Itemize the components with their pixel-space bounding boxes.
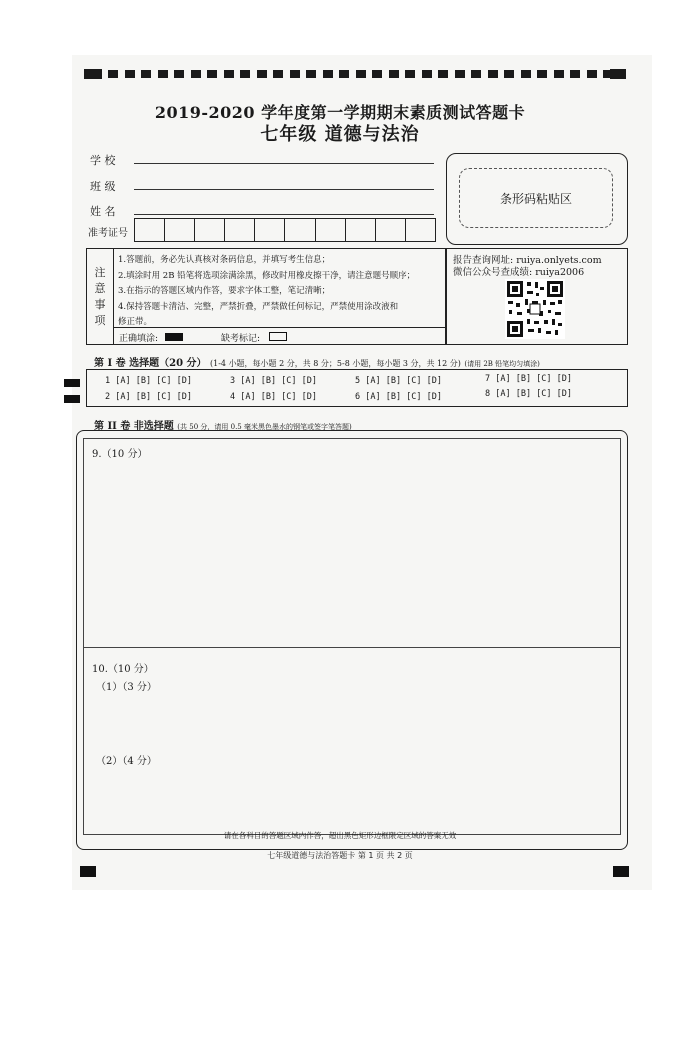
timing-dash	[405, 70, 415, 78]
timing-dash	[537, 70, 547, 78]
notes-box	[86, 248, 446, 345]
name-label: 姓 名	[90, 205, 116, 218]
note-item: 1.答题前，务必先认真核对条码信息，并填写考生信息；	[118, 255, 331, 265]
timing-dash	[422, 70, 432, 78]
timing-dash	[224, 70, 234, 78]
timing-dash	[174, 70, 184, 78]
exam-id-label: 准考证号	[88, 228, 128, 239]
timing-dash	[158, 70, 168, 78]
name-field[interactable]	[134, 214, 434, 215]
timing-dash	[323, 70, 333, 78]
note-item: 4.保持答题卡清洁、完整，严禁折叠，严禁做任何标记，严禁使用涂改液和	[118, 301, 399, 312]
timing-dash	[257, 70, 267, 78]
correct-fill-sample	[165, 333, 183, 341]
timing-mark-start	[84, 69, 102, 79]
timing-dash	[108, 70, 118, 78]
timing-dash	[389, 70, 399, 78]
report-panel	[446, 248, 628, 345]
report-url: 报告查询网址: ruiya.onlyets.com	[453, 255, 602, 266]
timing-dash	[240, 70, 250, 78]
class-field[interactable]	[134, 189, 434, 190]
timing-dash	[438, 70, 448, 78]
corner-mark-bottom-left	[80, 866, 96, 877]
notes-list	[118, 253, 443, 331]
q10-answer-area[interactable]	[83, 646, 621, 835]
timing-dash	[356, 70, 366, 78]
mc-question-7[interactable]: 7 [A] [B] [C] [D]	[485, 374, 573, 384]
sheet-subtitle: 七年级 道德与法治	[260, 124, 420, 145]
mc-question-3[interactable]: 3 [A] [B] [C] [D]	[230, 376, 318, 386]
exam-id-boxes[interactable]	[134, 218, 436, 242]
q9-label: 9.（10 分）	[92, 449, 148, 460]
timing-dash	[339, 70, 349, 78]
timing-dash	[471, 70, 481, 78]
corner-mark-bottom-right	[613, 866, 629, 877]
timing-dash	[504, 70, 514, 78]
timing-dash	[207, 70, 217, 78]
timing-dash	[570, 70, 580, 78]
timing-dash	[587, 70, 597, 78]
sheet-title: 2019-2020 学年度第一学期期末素质测试答题卡	[154, 103, 526, 122]
school-field[interactable]	[134, 163, 434, 164]
timing-dash	[125, 70, 135, 78]
timing-dash	[290, 70, 300, 78]
mc-question-8[interactable]: 8 [A] [B] [C] [D]	[485, 389, 573, 399]
mc-question-6[interactable]: 6 [A] [B] [C] [D]	[355, 392, 443, 402]
timing-dash	[191, 70, 201, 78]
q10-part1-label: （1）（3 分）	[96, 682, 157, 693]
report-wechat: 微信公众号查成绩: ruiya2006	[453, 267, 585, 278]
absent-mark-label: 缺考标记:	[221, 334, 261, 344]
timing-dash	[521, 70, 531, 78]
timing-dash	[306, 70, 316, 78]
timing-mark-end	[610, 69, 626, 79]
fill-examples	[113, 327, 445, 345]
section2-heading: 第 II 卷 非选择题 (共 50 分，请用 0.5 毫米黑色墨水的钢笔或签字笔答题)	[94, 421, 352, 432]
note-item: 修正带。	[118, 317, 153, 327]
barcode-area	[446, 153, 628, 245]
timing-dash	[455, 70, 465, 78]
page-footer: 七年级道德与法治答题卡 第 1 页 共 2 页	[267, 851, 413, 860]
side-mark	[64, 379, 80, 387]
section1-heading: 第 I 卷 选择题（20 分） (1-4 小题，每小题 2 分，共 8 分；5-8 小题，每小题 3 分，共 12 分) (请用 2B 铅笔均匀填涂)	[94, 358, 540, 369]
school-label: 学 校	[90, 154, 116, 167]
qr-code-icon	[505, 279, 565, 339]
correct-fill-label: 正确填涂:	[119, 334, 159, 344]
note-item: 3.在指示的答题区域内作答，要求字体工整，笔记清晰；	[118, 286, 331, 296]
mc-question-4[interactable]: 4 [A] [B] [C] [D]	[230, 392, 318, 402]
note-item: 2.填涂时用 2B 铅笔将选项涂满涂黑，修改时用橡皮擦干净，请注意题号顺序；	[118, 270, 416, 281]
side-mark	[64, 395, 80, 403]
class-label: 班 级	[90, 180, 116, 193]
notes-heading: 注 意 事 项	[87, 249, 114, 344]
mc-question-2[interactable]: 2 [A] [B] [C] [D]	[105, 392, 193, 402]
barcode-label: 条形码粘贴区	[459, 168, 613, 228]
mc-question-5[interactable]: 5 [A] [B] [C] [D]	[355, 376, 443, 386]
q10-part2-label: （2）（4 分）	[96, 756, 157, 767]
timing-dash	[372, 70, 382, 78]
timing-dash	[273, 70, 283, 78]
answer-notice: 请在各科目的答题区域内作答，超出黑色矩形边框限定区域的答案无效	[223, 831, 457, 840]
q9-answer-area[interactable]	[83, 438, 621, 648]
timing-dash	[488, 70, 498, 78]
q10-label: 10.（10 分）	[92, 664, 154, 675]
timing-dash	[141, 70, 151, 78]
timing-dash	[554, 70, 564, 78]
mc-question-1[interactable]: 1 [A] [B] [C] [D]	[105, 376, 193, 386]
absent-mark-box[interactable]	[269, 332, 287, 341]
multiple-choice-box	[86, 369, 628, 407]
